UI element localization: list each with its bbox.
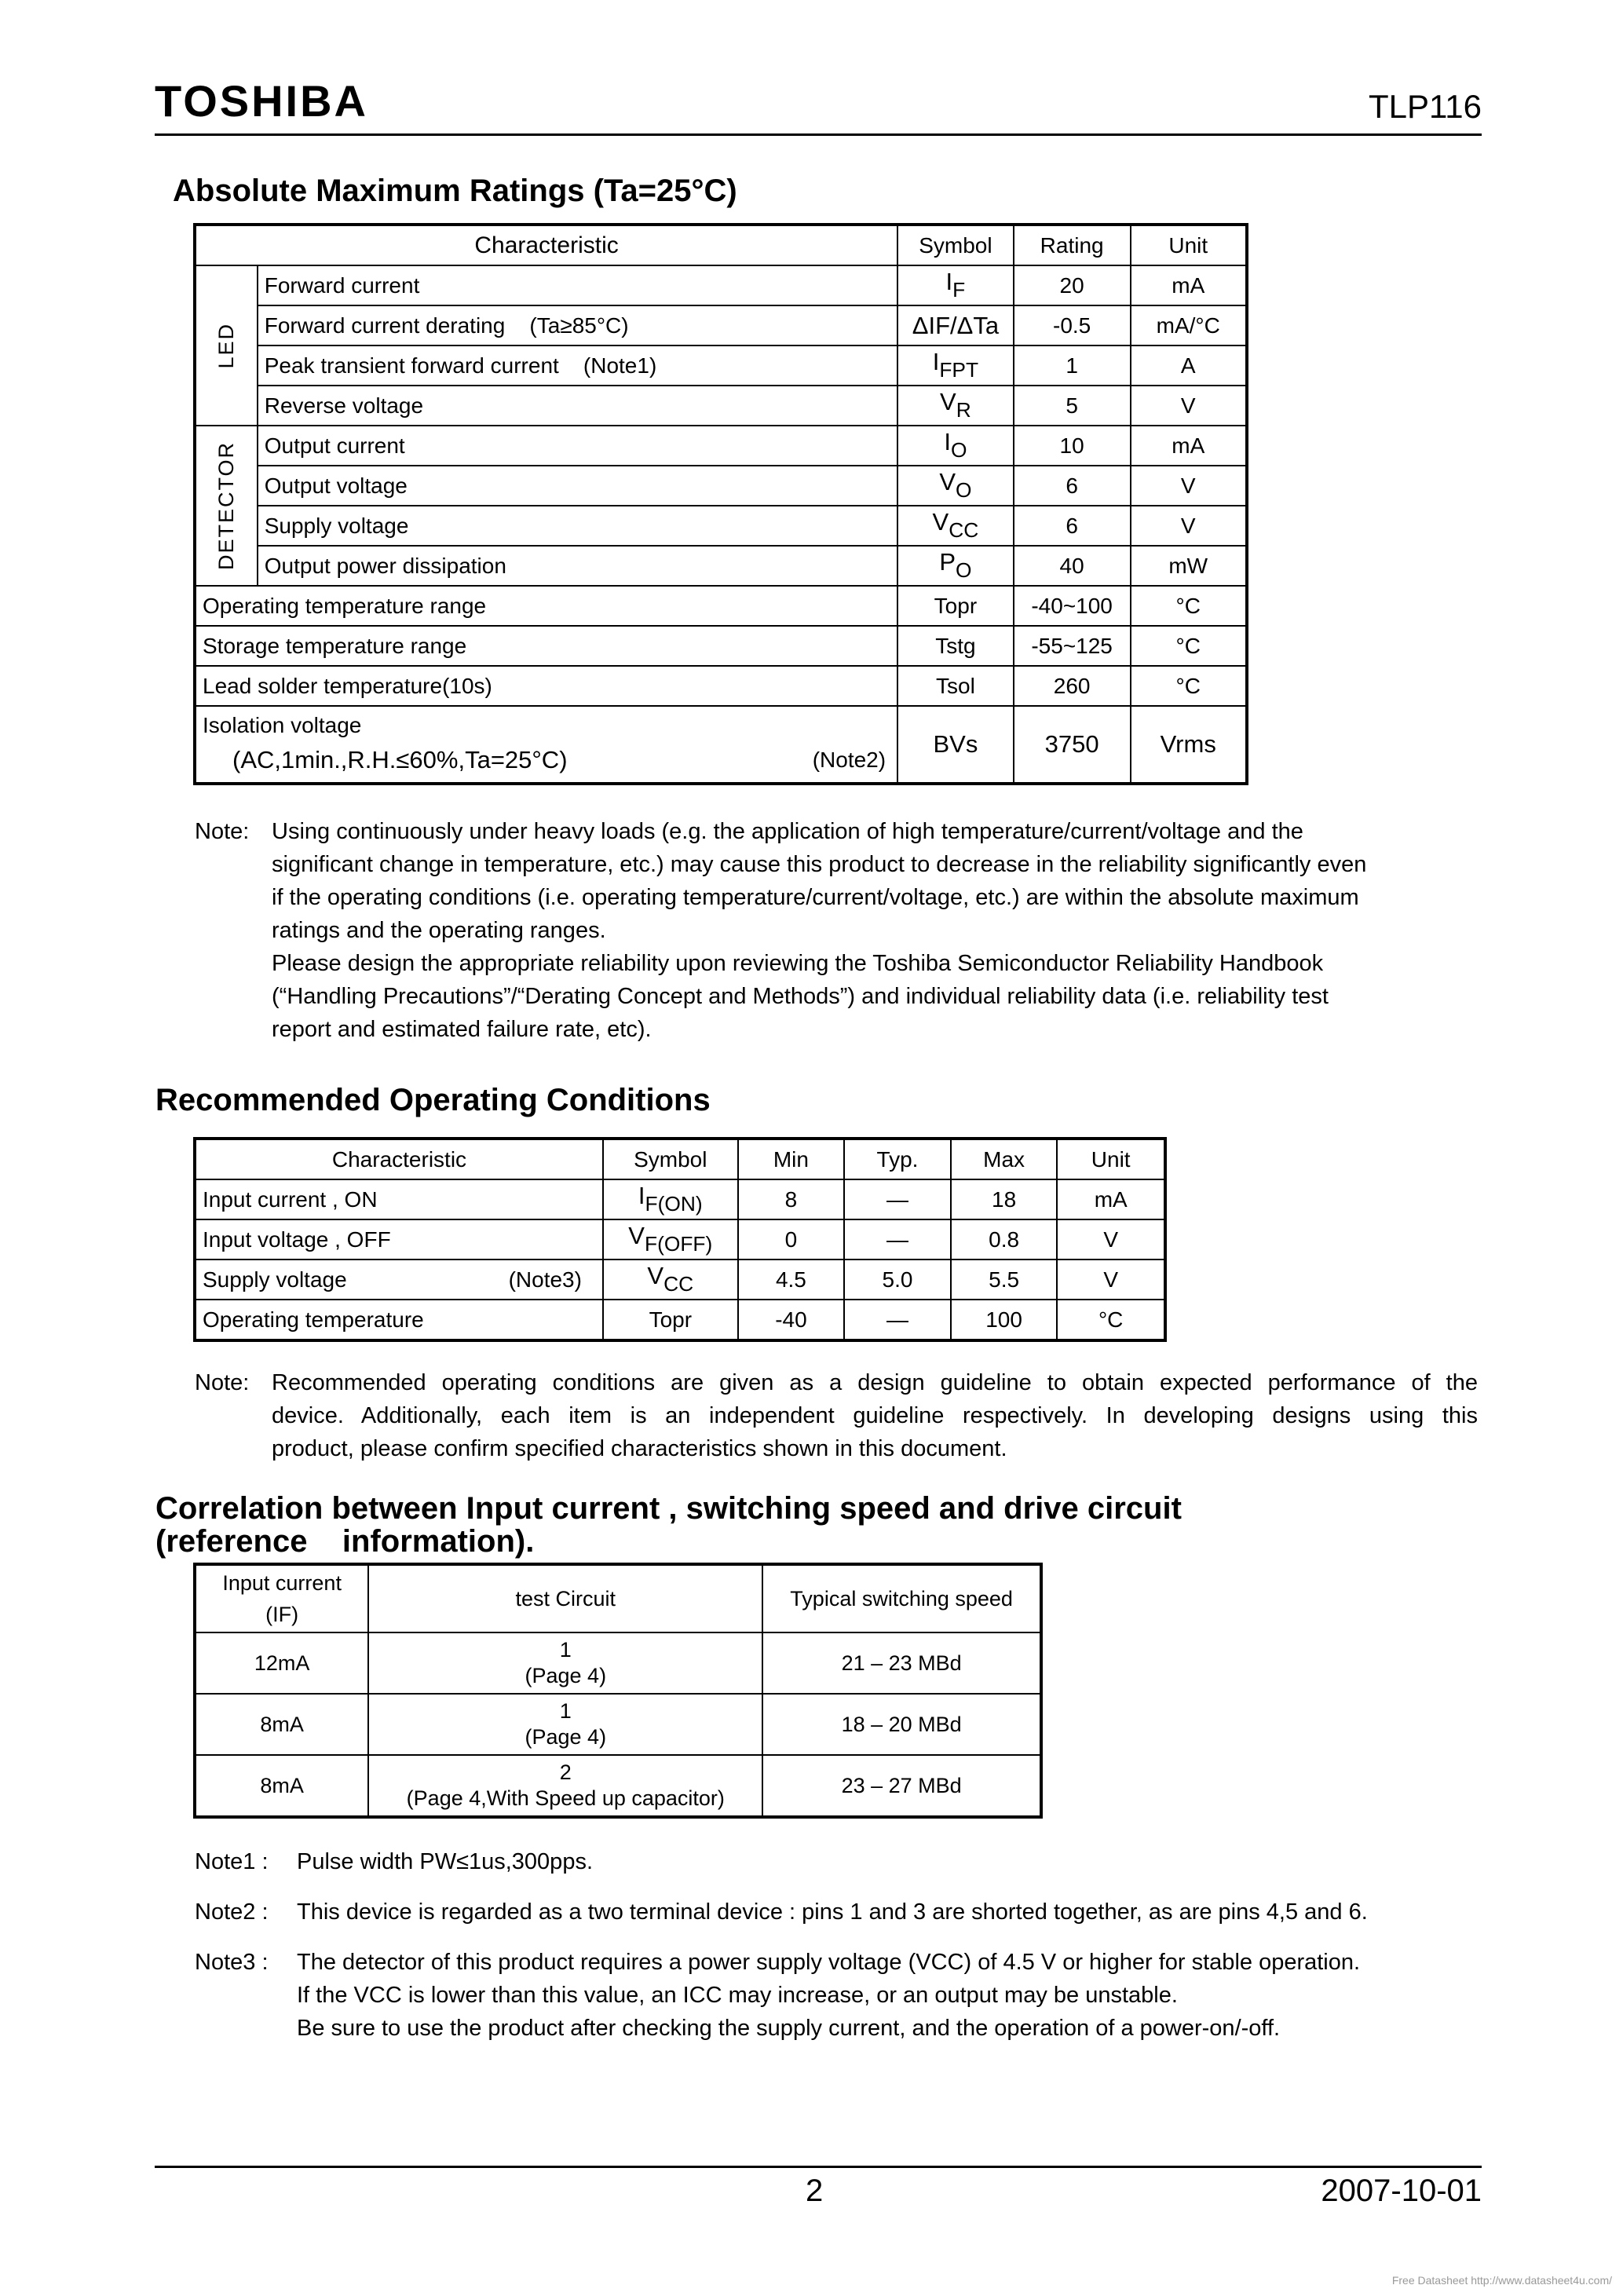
roc-characteristic: [195, 1219, 603, 1260]
amr-isolation-row: [195, 706, 1247, 784]
amr-table: [193, 223, 1248, 785]
amr-rating: 6: [1014, 466, 1131, 506]
amr-title: Absolute Maximum Ratings (Ta=25°C): [173, 174, 737, 208]
note-line: significant change in temperature, etc.) may cause this product to decrease in the reliability significantly even: [272, 852, 1367, 877]
roc-min: 0: [738, 1219, 845, 1260]
roc-typ: —: [844, 1219, 951, 1260]
isolation-rating: 3750: [1014, 706, 1131, 784]
corr-header-circuit: test Circuit: [368, 1564, 762, 1632]
amr-unit: mA/°C: [1131, 305, 1248, 345]
amr-unit: mA: [1131, 265, 1248, 305]
amr-led-group: [195, 265, 1247, 426]
amr-header-characteristic: Characteristic: [195, 225, 897, 265]
amr-row: [195, 386, 1247, 426]
amr-symbol-subscript: O: [950, 438, 967, 462]
roc-header-symbol: Symbol: [603, 1139, 738, 1179]
corr-circuit-page: (Page 4): [525, 1664, 607, 1687]
footnote-body: [297, 1845, 1514, 1878]
note-line: if the operating conditions (i.e. operating temperature/current/voltage, etc.) are within the absolute maximum: [272, 885, 1359, 910]
amr-characteristic: Forward current derating (Ta≥85°C): [258, 305, 897, 345]
amr-rating: 1: [1014, 345, 1131, 386]
corr-circuit-number: 1: [559, 1699, 572, 1723]
amr-row: [195, 506, 1247, 546]
corr-row: [195, 1755, 1041, 1817]
watermark: Free Datasheet http://www.datasheet4u.com/: [1391, 2274, 1612, 2287]
amr-characteristic: Lead solder temperature(10s): [195, 666, 897, 706]
isolation-symbol: BVs: [897, 706, 1014, 784]
note-line: ratings and the operating ranges.: [272, 918, 606, 943]
amr-characteristic: Operating temperature range: [195, 586, 897, 626]
amr-symbol-main: P: [939, 548, 956, 576]
roc-max: 100: [951, 1300, 1058, 1340]
amr-row: [195, 305, 1247, 345]
part-number: TLP116: [1369, 88, 1482, 125]
roc-header-typ: Typ.: [844, 1139, 951, 1179]
note-line: Be sure to use the product after checking the supply current, and the operation of a power-on/-off.: [297, 2016, 1281, 2041]
amr-symbol: [897, 426, 1014, 466]
amr-unit: A: [1131, 345, 1248, 386]
roc-header-unit: Unit: [1057, 1139, 1165, 1179]
roc-unit: mA: [1057, 1179, 1165, 1219]
amr-note: [195, 815, 1482, 1046]
footnote-body: [297, 1946, 1514, 2045]
roc-max: 0.8: [951, 1219, 1058, 1260]
amr-row: [195, 265, 1247, 305]
corr-circuit: [368, 1632, 762, 1694]
roc-row: [195, 1219, 1165, 1260]
corr-circuit: [368, 1694, 762, 1755]
amr-note-label: Note:: [195, 819, 250, 844]
corr-header-input: [195, 1564, 368, 1632]
amr-row: [195, 345, 1247, 386]
amr-rating: 10: [1014, 426, 1131, 466]
amr-symbol: [897, 265, 1014, 305]
roc-symbol-subscript: CC: [663, 1272, 694, 1296]
roc-min: 4.5: [738, 1260, 845, 1300]
note-line: Pulse width PW≤1us,300pps.: [297, 1849, 593, 1874]
amr-header-unit: Unit: [1131, 225, 1248, 265]
roc-row: [195, 1179, 1165, 1219]
amr-symbol-main: ΔIF/ΔTa: [912, 311, 1000, 339]
amr-symbol-subscript: R: [956, 398, 971, 422]
roc-note-label: Note:: [195, 1370, 250, 1395]
amr-characteristic: Reverse voltage: [258, 386, 897, 426]
note-line: If the VCC is lower than this value, an ICC may increase, or an output may be unstable.: [297, 1983, 1178, 2008]
amr-unit: °C: [1131, 666, 1248, 706]
amr-row: [195, 466, 1247, 506]
amr-header-rating: Rating: [1014, 225, 1131, 265]
corr-row: [195, 1694, 1041, 1755]
group-led-label: LED: [214, 322, 238, 369]
roc-title: Recommended Operating Conditions: [155, 1083, 711, 1117]
roc-symbol-main: V: [647, 1262, 664, 1290]
roc-characteristic-label: Supply voltage: [203, 1267, 347, 1292]
roc-symbol: [603, 1219, 738, 1260]
roc-typ: —: [844, 1179, 951, 1219]
amr-symbol-subscript: F: [952, 278, 966, 302]
corr-body: [195, 1632, 1041, 1817]
amr-symbol-main: I: [945, 268, 953, 296]
amr-symbol: [897, 345, 1014, 386]
footnote-body: [297, 1896, 1514, 1929]
roc-typ: 5.0: [844, 1260, 951, 1300]
footnote-label: Note3 :: [195, 1950, 269, 1975]
roc-symbol-subscript: F(ON): [645, 1192, 703, 1216]
roc-symbol-subscript: F(OFF): [644, 1232, 713, 1256]
isolation-characteristic: [195, 706, 897, 784]
roc-min: 8: [738, 1179, 845, 1219]
amr-rating: 6: [1014, 506, 1131, 546]
amr-characteristic: Peak transient forward current (Note1): [258, 345, 897, 386]
roc-min: -40: [738, 1300, 845, 1340]
corr-input: 8mA: [195, 1755, 368, 1817]
amr-characteristic: Output power dissipation: [258, 546, 897, 586]
roc-symbol-main: I: [638, 1182, 645, 1210]
amr-symbol: [897, 546, 1014, 586]
amr-row: [195, 426, 1247, 466]
roc-characteristic: [195, 1300, 603, 1340]
corr-circuit-page: (Page 4): [525, 1725, 607, 1749]
isolation-note-ref: (Note2): [812, 748, 886, 772]
note-line: product, please confirm specified characteristics shown in this document.: [272, 1436, 1007, 1461]
corr-circuit-number: 1: [559, 1638, 572, 1662]
roc-header-characteristic: Characteristic: [195, 1139, 603, 1179]
corr-circuit: [368, 1755, 762, 1817]
amr-symbol: [897, 386, 1014, 426]
amr-note-body: [272, 815, 1482, 1046]
isolation-label: Isolation voltage: [203, 713, 362, 737]
amr-characteristic: Storage temperature range: [195, 626, 897, 666]
amr-rating: -55~125: [1014, 626, 1131, 666]
amr-characteristic: Forward current: [258, 265, 897, 305]
roc-symbol: [603, 1260, 738, 1300]
amr-unit: mA: [1131, 426, 1248, 466]
amr-characteristic: Supply voltage: [258, 506, 897, 546]
amr-symbol-subscript: O: [956, 478, 972, 503]
amr-rating: 20: [1014, 265, 1131, 305]
amr-symbol-main: V: [932, 508, 949, 536]
corr-input: 8mA: [195, 1694, 368, 1755]
amr-other-rows: [195, 586, 1247, 706]
roc-table: [193, 1137, 1167, 1342]
corr-circuit-number: 2: [559, 1760, 572, 1784]
amr-rating: 260: [1014, 666, 1131, 706]
amr-header-row: [195, 225, 1247, 265]
roc-note-body: [272, 1366, 1478, 1465]
amr-rating: 40: [1014, 546, 1131, 586]
footnotes: [195, 1845, 1514, 2062]
roc-symbol-main: V: [628, 1222, 645, 1250]
footnote-label: Note2 :: [195, 1899, 269, 1925]
amr-unit: V: [1131, 506, 1248, 546]
amr-symbol-main: I: [944, 428, 951, 456]
footer-rule: [155, 2166, 1482, 2168]
amr-symbol-main: V: [940, 388, 956, 416]
group-detector-cell: [195, 426, 258, 586]
toshiba-logo: TOSHIBA: [155, 76, 368, 126]
note-line: (“Handling Precautions”/“Derating Concept and Methods”) and individual reliability data (i.e. reliability test: [272, 984, 1329, 1009]
roc-header-min: Min: [738, 1139, 845, 1179]
footnote: [195, 1845, 1514, 1878]
amr-detector-group: [195, 426, 1247, 586]
amr-row: [195, 666, 1247, 706]
amr-unit: V: [1131, 466, 1248, 506]
amr-symbol: [897, 305, 1014, 345]
amr-symbol: Tstg: [897, 626, 1014, 666]
roc-characteristic-label: Operating temperature: [203, 1307, 424, 1332]
roc-characteristic: [195, 1179, 603, 1219]
note-line: report and estimated failure rate, etc).: [272, 1017, 652, 1042]
isolation-conditions: (AC,1min.,R.H.≤60%,Ta=25°C): [232, 746, 568, 773]
amr-symbol-subscript: O: [956, 558, 972, 583]
amr-symbol-main: I: [932, 348, 940, 376]
roc-max: 5.5: [951, 1260, 1058, 1300]
roc-header-row: [195, 1139, 1165, 1179]
roc-unit: V: [1057, 1260, 1165, 1300]
amr-rating: -40~100: [1014, 586, 1131, 626]
amr-symbol: [897, 506, 1014, 546]
note-line: Recommended operating conditions are given as a design guideline to obtain expected performance of the: [272, 1370, 1478, 1395]
amr-row: [195, 586, 1247, 626]
group-detector-label: DETECTOR: [214, 441, 238, 570]
roc-typ: —: [844, 1300, 951, 1340]
amr-header-symbol: Symbol: [897, 225, 1014, 265]
corr-header-row: [195, 1564, 1041, 1632]
amr-symbol-main: V: [939, 468, 956, 496]
amr-characteristic: Output voltage: [258, 466, 897, 506]
roc-characteristic: [195, 1260, 603, 1300]
roc-symbol: Topr: [603, 1300, 738, 1340]
isolation-unit: Vrms: [1131, 706, 1248, 784]
corr-header-input-line1: Input current: [222, 1571, 342, 1595]
roc-characteristic-label: Input voltage , OFF: [203, 1227, 391, 1252]
roc-row: [195, 1300, 1165, 1340]
corr-speed: 23 – 27 MBd: [762, 1755, 1041, 1817]
corr-circuit-page: (Page 4,With Speed up capacitor): [406, 1786, 725, 1810]
note-line: device. Additionally, each item is an independent guideline respectively. In developing designs using this: [272, 1403, 1478, 1428]
corr-row: [195, 1632, 1041, 1694]
amr-unit: °C: [1131, 586, 1248, 626]
roc-unit: °C: [1057, 1300, 1165, 1340]
roc-max: 18: [951, 1179, 1058, 1219]
corr-speed: 21 – 23 MBd: [762, 1632, 1041, 1694]
header-rule: [155, 133, 1482, 136]
roc-body: [195, 1179, 1165, 1340]
amr-symbol-subscript: FPT: [939, 358, 979, 382]
amr-unit: V: [1131, 386, 1248, 426]
note-line: This device is regarded as a two terminal device : pins 1 and 3 are shorted together, as are pins 4,5 and 6.: [297, 1899, 1368, 1925]
roc-row: [195, 1260, 1165, 1300]
amr-rating: -0.5: [1014, 305, 1131, 345]
roc-symbol: [603, 1179, 738, 1219]
roc-unit: V: [1057, 1219, 1165, 1260]
amr-symbol: [897, 466, 1014, 506]
corr-input: 12mA: [195, 1632, 368, 1694]
footnote: [195, 1946, 1514, 2045]
note-line: The detector of this product requires a power supply voltage (VCC) of 4.5 V or higher for stable operation.: [297, 1950, 1361, 1975]
corr-title: [155, 1492, 1182, 1558]
page-number: 2: [806, 2174, 824, 2208]
amr-unit: mW: [1131, 546, 1248, 586]
amr-characteristic: Output current: [258, 426, 897, 466]
corr-title-line2: (reference information).: [155, 1524, 535, 1559]
amr-unit: °C: [1131, 626, 1248, 666]
amr-symbol: Topr: [897, 586, 1014, 626]
amr-rating: 5: [1014, 386, 1131, 426]
roc-header-max: Max: [951, 1139, 1058, 1179]
corr-header-input-line2: (IF): [265, 1603, 299, 1626]
corr-header-speed: Typical switching speed: [762, 1564, 1041, 1632]
amr-row: [195, 546, 1247, 586]
amr-symbol: Tsol: [897, 666, 1014, 706]
roc-characteristic-label: Input current , ON: [203, 1186, 378, 1212]
footer-date: 2007-10-01: [1321, 2174, 1482, 2208]
amr-row: [195, 626, 1247, 666]
roc-note-ref: (Note3): [508, 1267, 582, 1292]
corr-speed: 18 – 20 MBd: [762, 1694, 1041, 1755]
amr-symbol-subscript: CC: [949, 518, 979, 543]
footnote: [195, 1896, 1514, 1929]
footnote-label: Note1 :: [195, 1849, 269, 1874]
note-line: Please design the appropriate reliability upon reviewing the Toshiba Semiconductor Reliability Handbook: [272, 951, 1324, 976]
corr-title-line1: Correlation between Input current , switching speed and drive circuit: [155, 1491, 1182, 1526]
corr-table: [193, 1563, 1043, 1819]
group-led-cell: [195, 265, 258, 426]
roc-note: [195, 1366, 1478, 1465]
note-line: Using continuously under heavy loads (e.g. the application of high temperature/current/voltage and the: [272, 819, 1303, 844]
